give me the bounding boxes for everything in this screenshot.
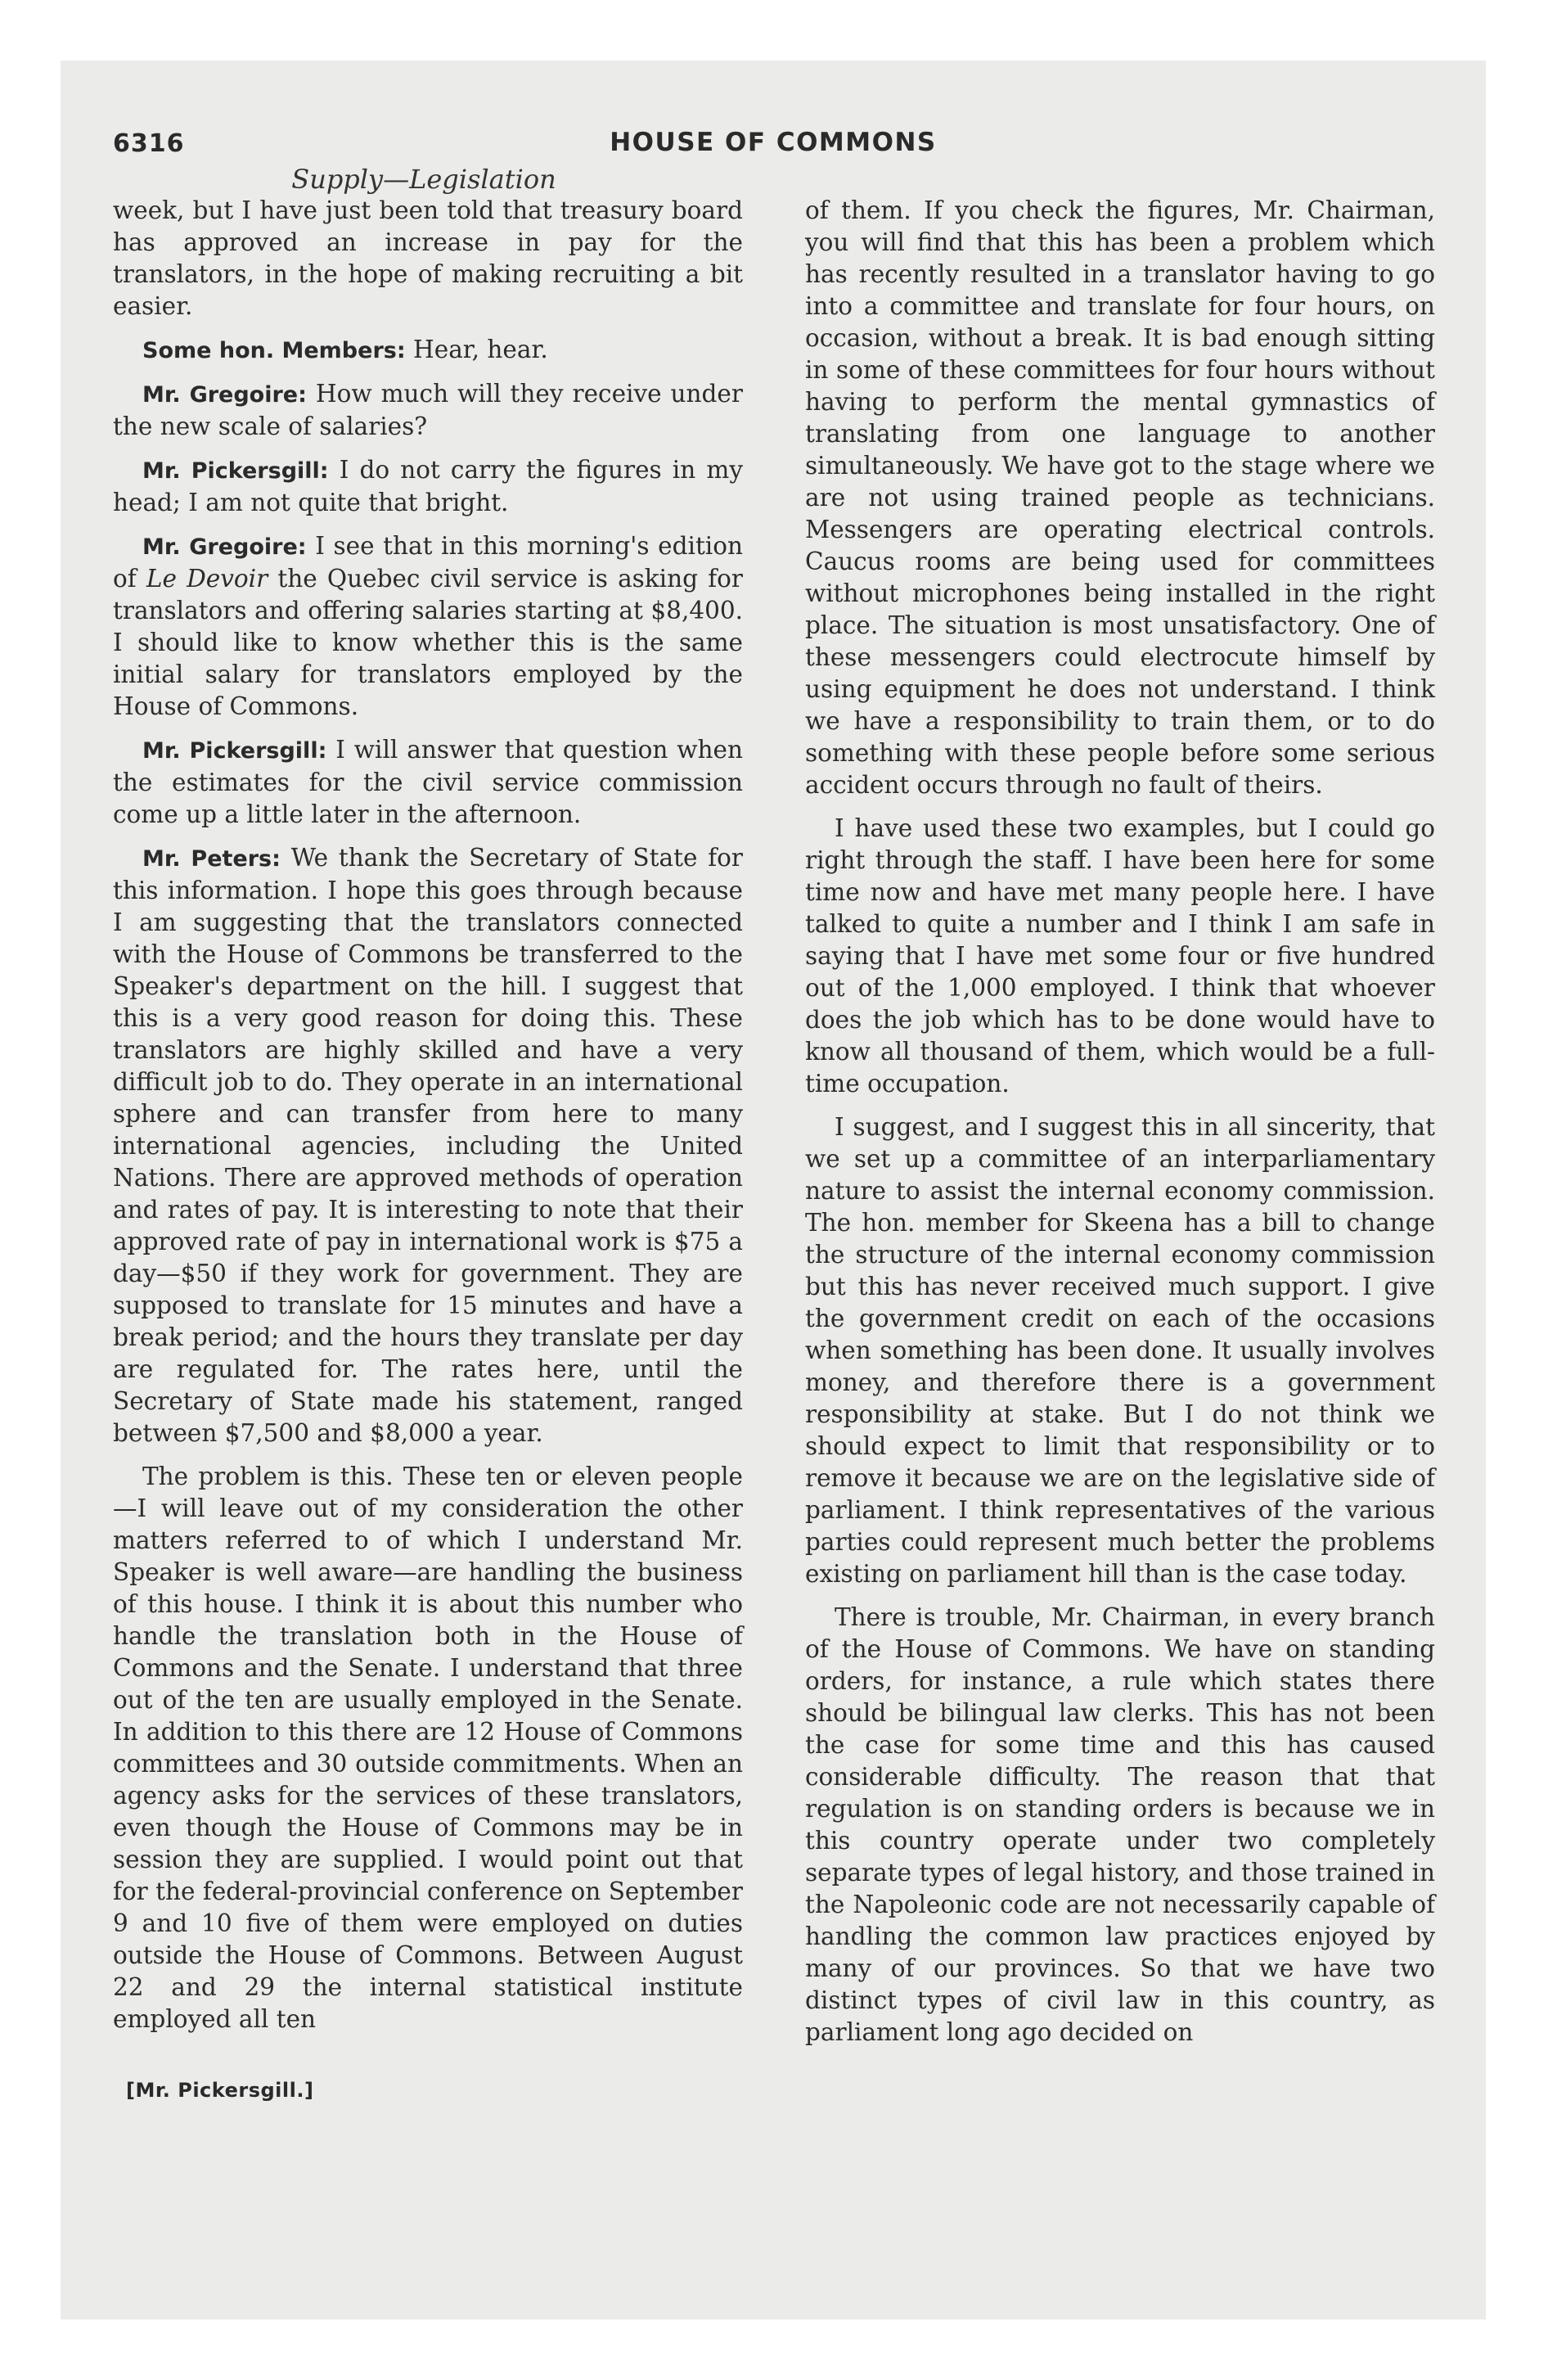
- speaker-name: Mr. Pickersgill:: [142, 738, 327, 764]
- paragraph-text: I see that in this morning's edition of: [113, 532, 743, 593]
- paragraph: [113, 195, 743, 322]
- paragraph: [113, 842, 743, 1449]
- paragraph: There is trouble, Mr. Chairman, in every branch of the House of Commons. We have on standing orders, for instance, a rule which states there should be bilingual law clerks. This has not been the case for some time and this has caused considerable difficulty. The reason that that regulation is on standing orders is because we in this country operate under two completely separate types of legal history, and those trained in the Napoleonic code are not necessarily capable of handling the common law practices enjoyed by many of our provinces. So that we have two distinct types of civil law in this country, as parliament long ago decided on: [805, 1603, 1435, 2046]
- speaker-name: Some hon. Members:: [142, 338, 406, 363]
- right-column: [805, 195, 1435, 2060]
- paragraph-text: the Quebec civil service is asking for translators and offering salaries starting at $8,400. I should like to know whether this is the same initial salary for translators employed by the House of Commons.: [113, 565, 743, 720]
- speaker-attribution: [Mr. Pickersgill.]: [126, 2079, 314, 2102]
- paragraph: of them. If you check the figures, Mr. Chairman, you will find that this has been a problem which has recently resulted in a translator having to go into a committee and translate for four hours, on occasion, without a break. It is bad enough sitting in some of these committees for four hours without having to perform the mental gymnastics of translating from one language to another simultaneously. We have got to the stage where we are not using trained people as technicians. Messengers are operating electrical controls. Caucus rooms are being used for committees without microphones being installed in the right place. The situation is most unsatisfactory. One of these messengers could electrocute himself by using equipment he does not understand. I think we have a responsibility to train them, or to do something with these people before some serious accident occurs through no fault of theirs.: [805, 196, 1435, 799]
- paragraph: [113, 1461, 743, 2035]
- left-column: [113, 195, 743, 2047]
- paragraph-text: Hear, hear.: [413, 336, 548, 363]
- speaker-name: Mr. Gregoire:: [142, 382, 307, 408]
- paragraph: [113, 530, 743, 723]
- paragraph-text: The problem is this. These ten or eleven people—I will leave out of my consideration the other matters referred to of which I understand Mr. Speaker is well aware—are handling the business of this house. I think it is about this number who handle the translation both in the House of Commons and the Senate. I understand that three out of the ten are usually employed in the Senate. In addition to this there are 12 House of Commons committees and 30 outside commitments. When an agency asks for the services of these translators, even though the House of Commons may be in session they are supplied. I would point out that for the federal-provincial conference on September 9 and 10 five of them were employed on duties outside the House of Commons. Between August 22 and 29 the internal statistical institute employed all ten: [113, 1463, 743, 2033]
- page-number: 6316: [113, 129, 185, 158]
- paragraph: [113, 334, 743, 367]
- speaker-name: Mr. Peters:: [142, 846, 281, 872]
- paragraph-text: We thank the Secretary of State for this information. I hope this goes through because I am suggesting that the translators connected with the House of Commons be transferred to the Speaker's department on the hill. I suggest that this is a very good reason for doing this. These translators are highly skilled and have a very difficult job to do. They operate in an international sphere and can transfer from here to many international agencies, including the United Nations. There are approved methods of operation and rates of pay. It is interesting to note that their approved rate of pay in international work is $75 a day—$50 if they work for government. They are supposed to translate for 15 minutes and have a break period; and the hours they translate per day are regulated for. The rates here, until the Secretary of State made his statement, ranged between $7,500 and $8,000 a year.: [113, 844, 743, 1447]
- newspaper-title: Le Devoir: [146, 565, 268, 593]
- paragraph: I suggest, and I suggest this in all sincerity, that we set up a committee of an interparliamentary nature to assist the internal economy commission. The hon. member for Skeena has a bill to change the structure of the internal economy commission but this has never received much support. I give the government credit on each of the occasions when something has been done. It usually involves money, and therefore there is a government responsibility at stake. But I do not think we should expect to limit that responsibility or to remove it because we are on the legislative side of parliament. I think representatives of the various parties could represent much better the problems existing on parliament hill than is the case today.: [805, 1113, 1435, 1588]
- speaker-name: Mr. Gregoire:: [142, 534, 307, 560]
- paragraph: I have used these two examples, but I could go right through the staff. I have been here for some time now and have met many people here. I have talked to quite a number and I think I am safe in saying that I have met some four or five hundred out of the 1,000 employed. I think that whoever does the job which has to be done would have to know all thousand of them, which would be a full-time occupation.: [805, 814, 1435, 1098]
- paragraph: [113, 454, 743, 519]
- speaker-name: Mr. Pickersgill:: [142, 458, 329, 484]
- paragraph-text: week, but I have just been told that treasury board has approved an increase in pay for the translators, in the hope of making recruiting a bit easier.: [113, 196, 743, 320]
- paragraph: [113, 378, 743, 443]
- scanned-page: [61, 61, 1486, 2319]
- page-header: [113, 128, 1433, 164]
- paragraph-text: How much will they receive under the new scale of salaries?: [113, 380, 743, 440]
- journal-title: HOUSE OF COMMONS: [610, 128, 937, 157]
- section-title: Supply—Legislation: [291, 164, 556, 195]
- paragraph: [113, 734, 743, 831]
- paragraph-text: I do not carry the figures in my head; I am not quite that bright.: [113, 456, 743, 516]
- paragraph-text: I will answer that question when the estimates for the civil service commission come up a little later in the afternoon.: [113, 736, 743, 828]
